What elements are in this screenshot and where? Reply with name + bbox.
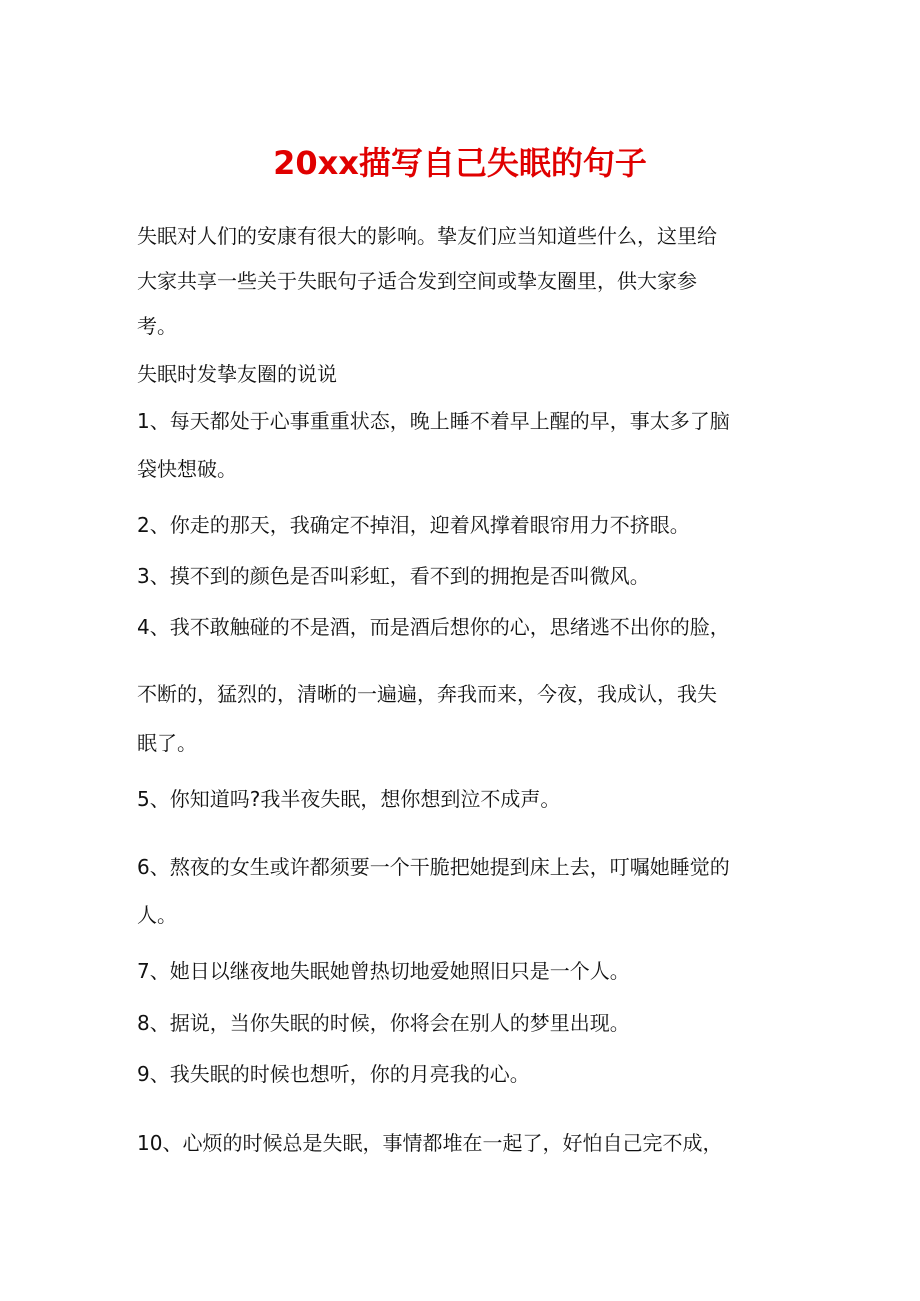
list-item-line: 2、你走的那天，我确定不掉泪，迎着风撑着眼帘用力不挤眼。 xyxy=(137,513,690,537)
list-item-line: 6、熬夜的女生或许都须要一个干脆把她提到床上去，叮嘱她睡觉的 xyxy=(137,855,730,879)
list-item-line: 人。 xyxy=(137,903,177,927)
intro-line: 考。 xyxy=(137,314,177,338)
list-item-line: 眠了。 xyxy=(137,731,197,755)
list-item-line: 不断的，猛烈的，清晰的一遍遍，奔我而来，今夜，我成认，我失 xyxy=(137,682,717,706)
list-item-line: 7、她日以继夜地失眠她曾热切地爱她照旧只是一个人。 xyxy=(137,959,630,983)
intro-line: 失眠对人们的安康有很大的影响。挚友们应当知道些什么，这里给 xyxy=(137,224,717,248)
list-item-line: 5、你知道吗?我半夜失眠，想你想到泣不成声。 xyxy=(137,787,561,811)
section-heading: 失眠时发挚友圈的说说 xyxy=(137,362,337,386)
list-item-line: 8、据说，当你失眠的时候，你将会在别人的梦里出现。 xyxy=(137,1011,630,1035)
list-item-line: 10、心烦的时候总是失眠，事情都堆在一起了，好怕自己完不成， xyxy=(137,1131,723,1155)
list-item-line: 袋快想破。 xyxy=(137,457,237,481)
list-item-line: 3、摸不到的颜色是否叫彩虹，看不到的拥抱是否叫微风。 xyxy=(137,564,650,588)
intro-line: 大家共享一些关于失眠句子适合发到空间或挚友圈里，供大家参 xyxy=(137,269,697,293)
list-item-line: 1、每天都处于心事重重状态，晚上睡不着早上醒的早，事太多了脑 xyxy=(137,409,730,433)
list-item-line: 9、我失眠的时候也想听，你的月亮我的心。 xyxy=(137,1062,530,1086)
list-item-line: 4、我不敢触碰的不是酒，而是酒后想你的心，思绪逃不出你的脸， xyxy=(137,615,730,639)
document-title: 20xx描写自己失眠的句子 xyxy=(273,144,647,182)
